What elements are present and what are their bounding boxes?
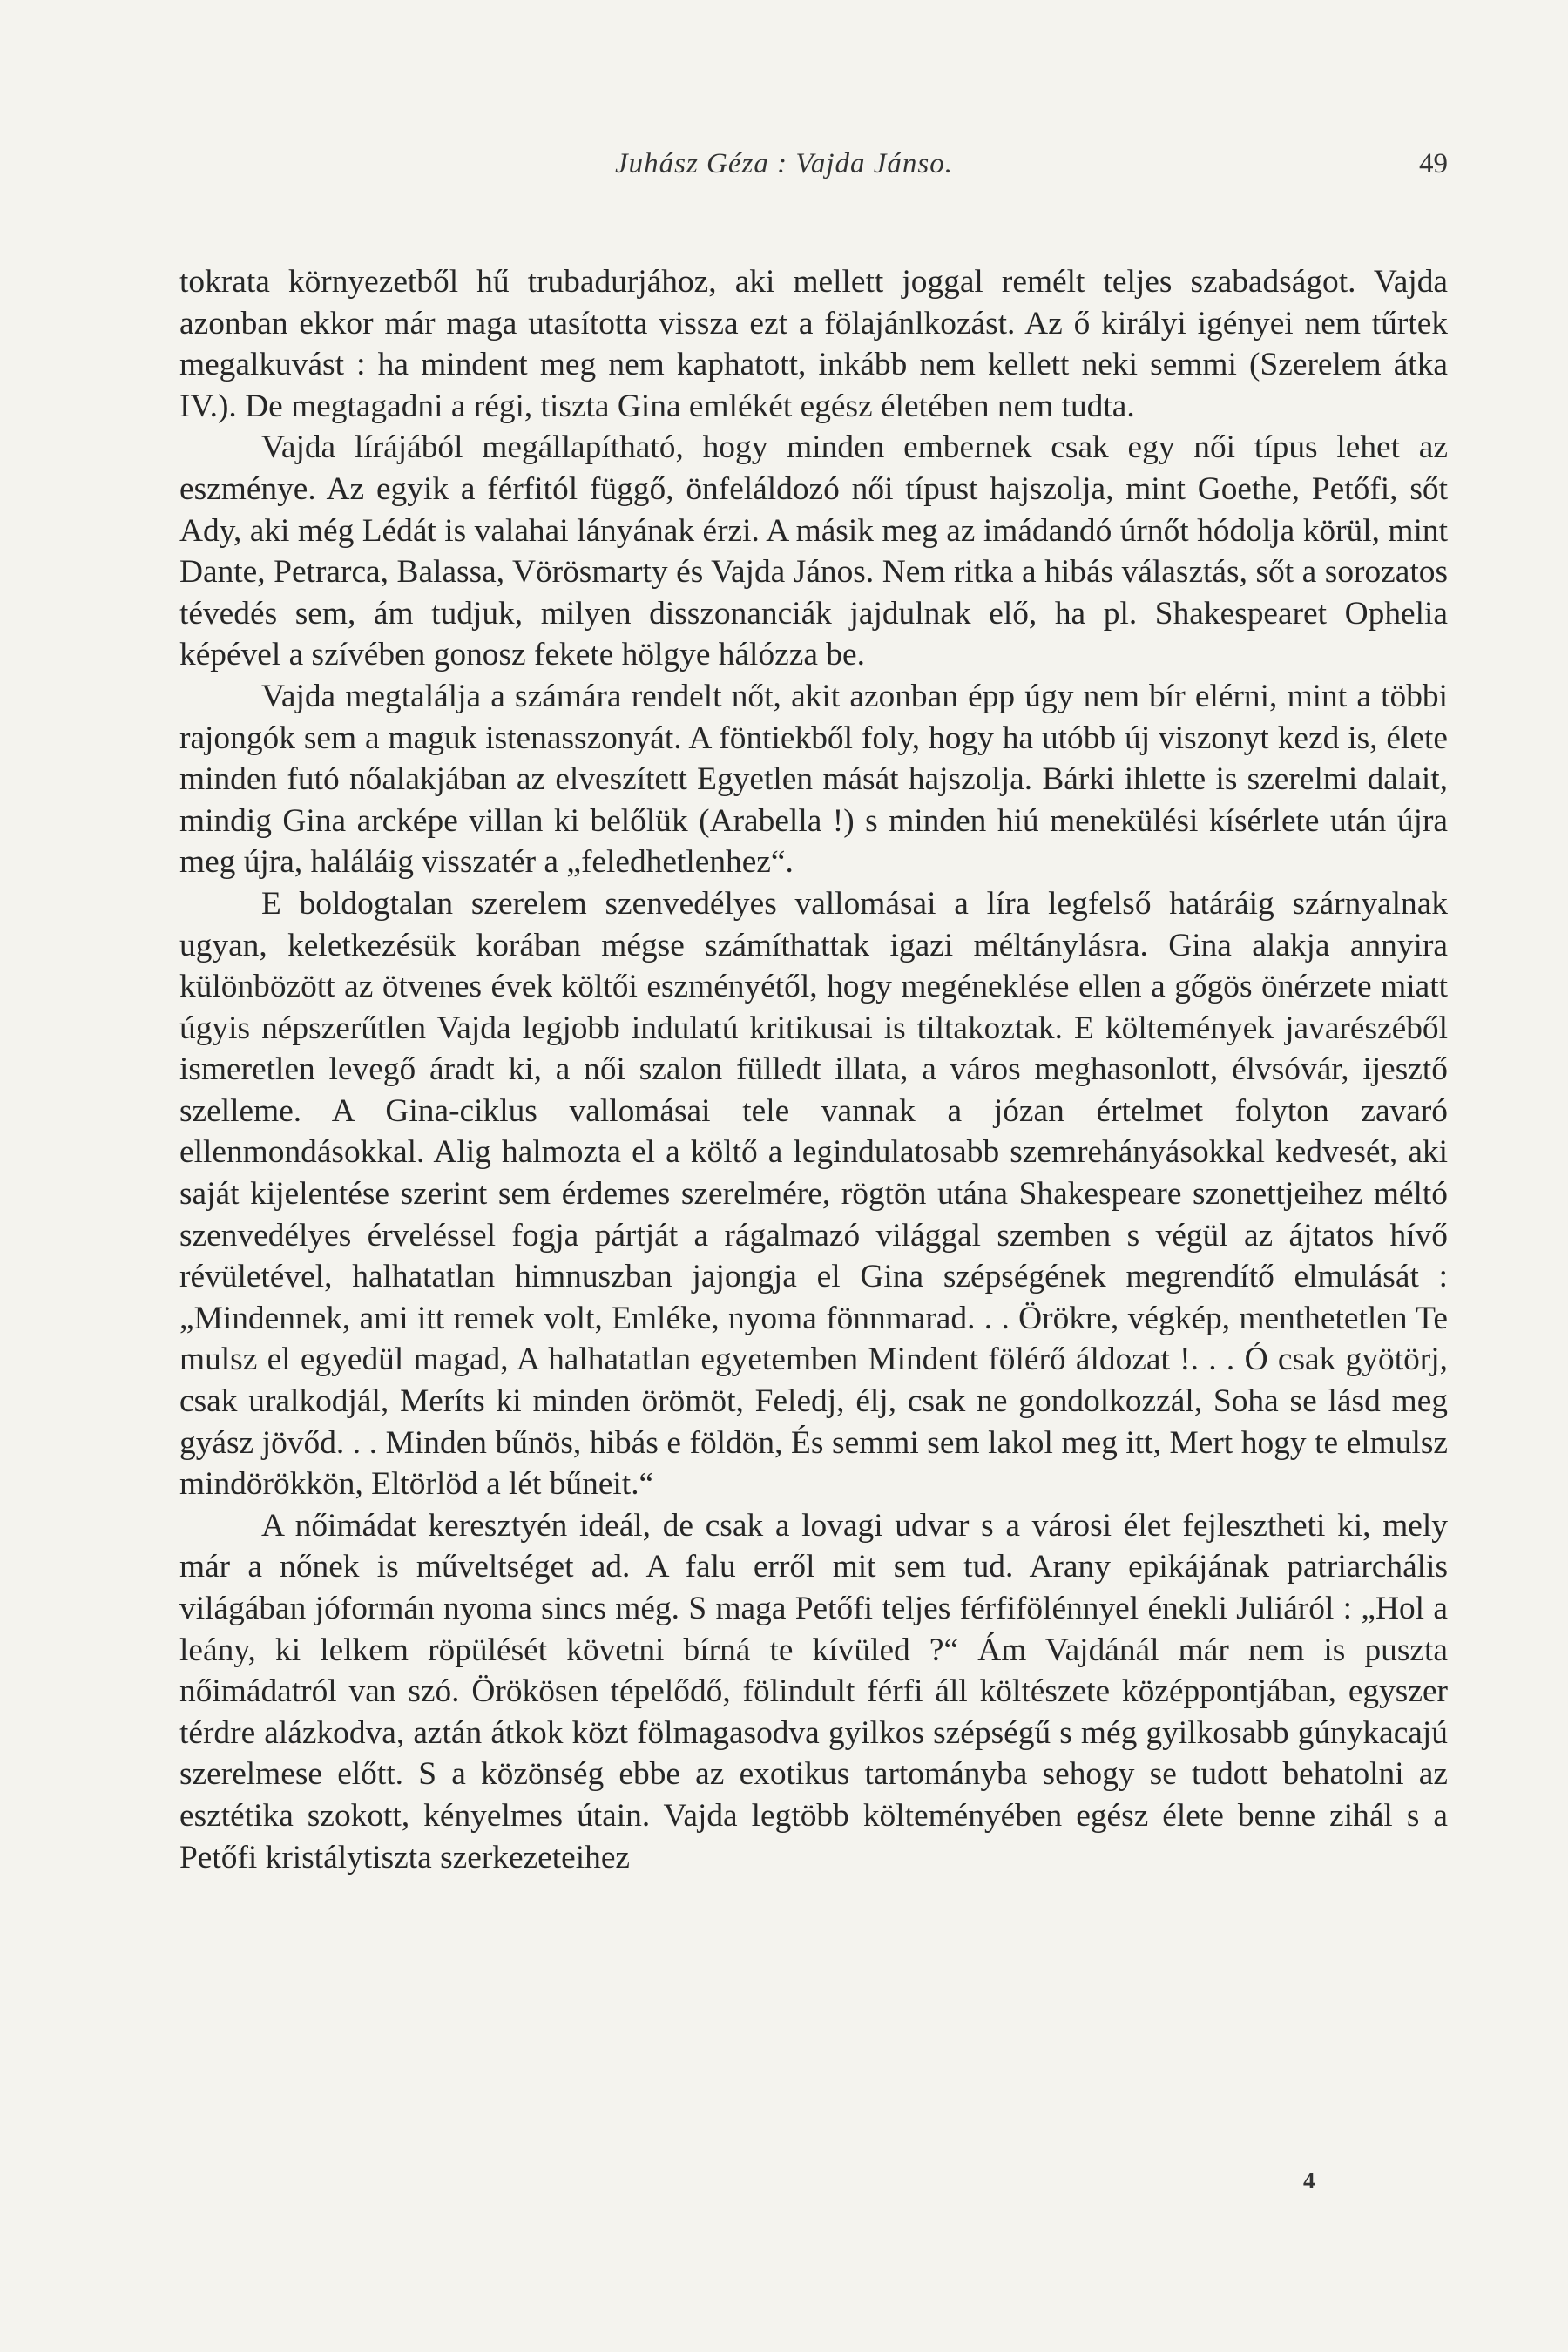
page-number: 49 [1419,148,1448,179]
paragraph-5: A nőimádat keresztyén ideál, de csak a lovagi udvar s a városi élet fejlesztheti ki, mely már a nőnek is műveltséget ad. A falu erről mit sem tud. Arany epikájának patriarchális világában jóformán nyoma sincs még. S maga Petőfi teljes férfifölénnyel énekli Juliáról : „Hol a leány, ki lelkem röpülését követni bírná te kívüled ?“ Ám Vajdánál már nem is puszta nőimádatról van szó. Örökösen tépelődő, fölindult férfi áll költészete középpontjában, egyszer térdre alázkodva, aztán átkok közt fölmagasodva gyilkos szépségű s még gyilkosabb gúnykacajú szerelmese előtt. S a közönség ebbe az exotikus tartományba sehogy se tudott behatolni az esztétika szokott, kényelmes útain. Vajda legtöbb költeményében egész élete benne zihál s a Petőfi kristálytiszta szerkezeteihez [179,1507,1448,1876]
paragraph-1: tokrata környezetből hű trubadurjához, aki mellett joggal remélt teljes szabadságot. Vajda azonban ekkor már maga utasította vissza ezt a fölajánlkozást. Az ő királyi igényei nem tűrtek megalkuvást : ha mindent meg nem kaphatott, inkább nem kellett neki semmi (Szerelem átka IV.). De megtagadni a régi, tiszta Gina emlékét egész életében nem tudta. [179,264,1448,424]
body-text [179,261,1448,1878]
paragraph-3: Vajda megtalálja a számára rendelt nőt, akit azonban épp úgy nem bír elérni, mint a többi rajongók sem a maguk istenasszonyát. A föntiekből foly, hogy ha utóbb új viszonyt kezd is, élete minden futó nőalakjában az elveszített Egyetlen mását hajszolja. Bárki ihlette is szerelmi dalait, mindig Gina arcképe villan ki belőlük (Arabella !) s minden hiú menekülési kísérlete után újra meg újra, haláláig visszatér a „feledhetlenhez“. [179,678,1448,881]
running-head [0,148,1568,190]
paragraph-4: E boldogtalan szerelem szenvedélyes vallomásai a líra legfelső határáig szárnyalnak ugyan, keletkezésük korában mégse számíthattak igazi méltánylásra. Gina alakja annyira különbözött az ötvenes évek költői eszményétől, hogy megéneklése ellen a gőgös önérzete miatt úgyis népszerűtlen Vajda legjobb indulatú kritikusai is tiltakoztak. E költemények javarészéből ismeretlen levegő áradt ki, a női szalon fülledt illata, a város meghasonlott, élvsóvár, ijesztő szelleme. A Gina-ciklus vallomásai tele vannak a józan értelmet folyton zavaró ellenmondásokkal. Alig halmozta el a költő a legindulatosabb szemrehányásokkal kedvesét, aki saját kijelentése szerint sem érdemes szerelmére, rögtön utána Shakespeare szonettjeihez méltó szenvedélyes érveléssel fogja pártját a rágalmazó világgal szemben s végül az ájtatos hívő révületével, halhatatlan himnuszban jajongja el Gina szépségének megrendítő elmulását : „Mindennek, ami itt remek volt, Emléke, nyoma fönnmarad. . . Örökre, végkép, menthetetlen Te mulsz el egyedül magad, A halhatatlan egyetemben Mindent fölérő áldozat !. . . Ó csak gyötörj, csak uralkodjál, Meríts ki minden örömöt, Feledj, élj, csak ne gondolkozzál, Soha se lásd meg gyász jövőd. . . Minden bűnös, hibás e földön, És semmi sem lakol meg itt, Mert hogy te elmulsz mindörökkön, Eltörlöd a lét bűneit.“ [179,885,1448,1503]
running-title: Juhász Géza : Vajda Jánso. [614,148,954,179]
paragraph-2: Vajda lírájából megállapítható, hogy minden embernek csak egy női típus lehet az eszménye. Az egyik a férfitól függő, önfeláldozó női típust hajszolja, mint Goethe, Petőfi, sőt Ady, aki még Lédát is valahai lányának érzi. A másik meg az imádandó úrnőt hódolja körül, mint Dante, Petrarca, Balassa, Vörösmarty és Vajda János. Nem ritka a hibás választás, sőt a sorozatos tévedés sem, ám tudjuk, milyen disszonanciák jajdulnak elő, ha pl. Shakespearet Ophelia képével a szívében gonosz fekete hölgye hálózza be. [179,429,1448,673]
printer-signature: 4 [1303,2167,1315,2193]
